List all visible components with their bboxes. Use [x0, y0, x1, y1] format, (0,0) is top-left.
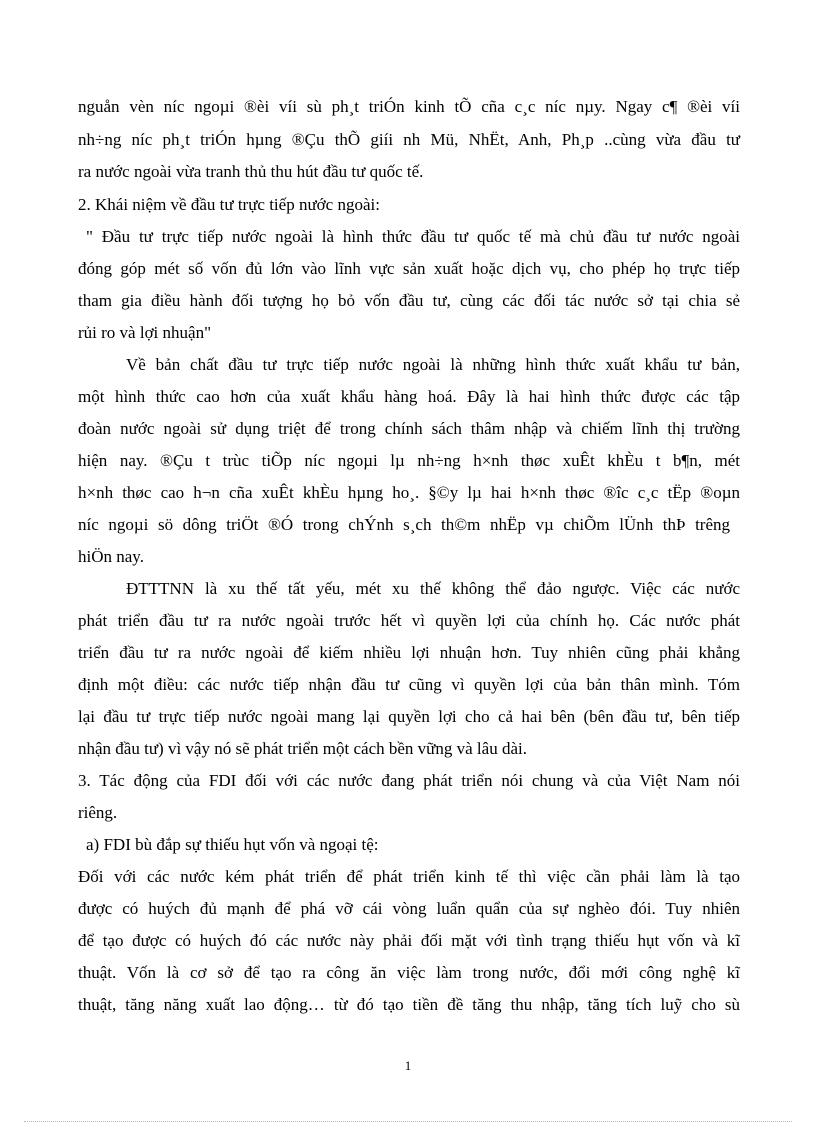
text-line: rủi ro và lợi nhuận" — [78, 323, 212, 342]
text-line: h×nh thøc cao h¬n cña xuÊt khÈu hµng ho¸. §©y lµ hai h×nh thøc ®îc c¸c tËp ®oµn — [78, 483, 740, 502]
text-line: đoàn nước ngoài sử dụng triệt để trong chính sách thâm nhập và chiếm lĩnh thị trường — [78, 419, 740, 438]
text-line: nh÷ng níc ph¸t triÓn hµng ®Çu thÕ giíi nh Mü, NhËt, Anh, Ph¸p ..cùng vừa đầu tư — [78, 130, 740, 149]
text-line: phát triển đầu tư ra nước ngoài trước hết vì quyền lợi của chính họ. Các nước phát — [78, 611, 740, 630]
text-line: triển đầu tư ra nước ngoài để kiếm nhiều lợi nhuận hơn. Tuy nhiên cũng phải khẳng — [78, 643, 740, 662]
text-line: lại đầu tư trực tiếp nước ngoài mang lại quyền lợi cho cả hai bên (bên đầu tư, bên tiếp — [78, 707, 740, 726]
text-line: níc ngoµi sö dông triÖt ®Ó trong chÝnh s¸ch th©m nhËp vµ chiÕm lÜnh thÞ trêng — [78, 515, 730, 534]
text-line: thuật. Vốn là cơ sở để tạo ra công ăn việc làm trong nước, đổi mới công nghệ kĩ — [78, 963, 740, 982]
text-line: tham gia điều hành đối tượng họ bỏ vốn đầu tư, cùng các đối tác nước sở tại chia sẻ — [78, 291, 740, 310]
text-line: để tạo được có huých đó các nước này phải đối mặt với tình trạng thiếu hụt vốn và kĩ — [78, 931, 740, 950]
text-line: nhận đầu tư) vì vậy nó sẽ phát triển một cách bền vững và lâu dài. — [78, 739, 527, 758]
page-number: 1 — [404, 1058, 412, 1073]
text-line: thuật, tăng năng xuất lao động… từ đó tạo tiền đề tăng thu nhập, tăng tích luỹ cho sù — [78, 995, 740, 1014]
text-line: Về bản chất đầu tư trực tiếp nước ngoài là những hình thức xuất khẩu tư bản, — [126, 355, 740, 374]
text-line: ĐTTTNN là xu thế tất yếu, mét xu thế không thể đảo ngược. Việc các nước — [126, 579, 740, 598]
text-line: đóng góp mét số vốn đủ lớn vào lĩnh vực sản xuất hoặc dịch vụ, cho phép họ trực tiếp — [78, 259, 740, 278]
subsection-heading: a) FDI bù đắp sự thiếu hụt vốn và ngoại tệ: — [86, 835, 379, 854]
page-divider — [24, 1121, 792, 1122]
text-line: Đối với các nước kém phát triển để phát triển kinh tế thì việc cần phải làm là tạo — [78, 867, 740, 886]
section-heading: riêng. — [78, 803, 118, 822]
text-line: ra nước ngoài vừa tranh thủ thu hút đầu tư quốc tế. — [78, 162, 424, 181]
text-line: được có huých đủ mạnh để phá vỡ cái vòng luẩn quẩn của sự nghèo đói. Tuy nhiên — [78, 899, 740, 918]
text-line: định một điều: các nước tiếp nhận đầu tư cũng vì quyền lợi của bản thân mình. Tóm — [78, 675, 740, 694]
text-line: nguån vèn níc ngoµi ®èi víi sù ph¸t triÓn kinh tÕ cña c¸c níc nµy. Ngay c¶ ®èi víi — [78, 97, 740, 116]
text-line: hiện nay. ®Çu t trùc tiÕp níc ngoµi lµ nh÷ng h×nh thøc xuÊt khÈu t b¶n, mét — [78, 451, 740, 470]
section-heading: 2. Khái niệm về đầu tư trực tiếp nước ngoài: — [78, 195, 380, 214]
text-line: một hình thức cao hơn của xuất khẩu hàng hoá. Đây là hai hình thức được các tập — [78, 387, 740, 406]
text-line: hiÖn nay. — [78, 547, 144, 566]
section-heading: 3. Tác động của FDI đối với các nước đang phát triển nói chung và của Việt Nam nói — [78, 771, 740, 790]
text-line: " Đầu tư trực tiếp nước ngoài là hình thức đầu tư quốc tế mà chủ đầu tư nước ngoài — [86, 227, 740, 246]
